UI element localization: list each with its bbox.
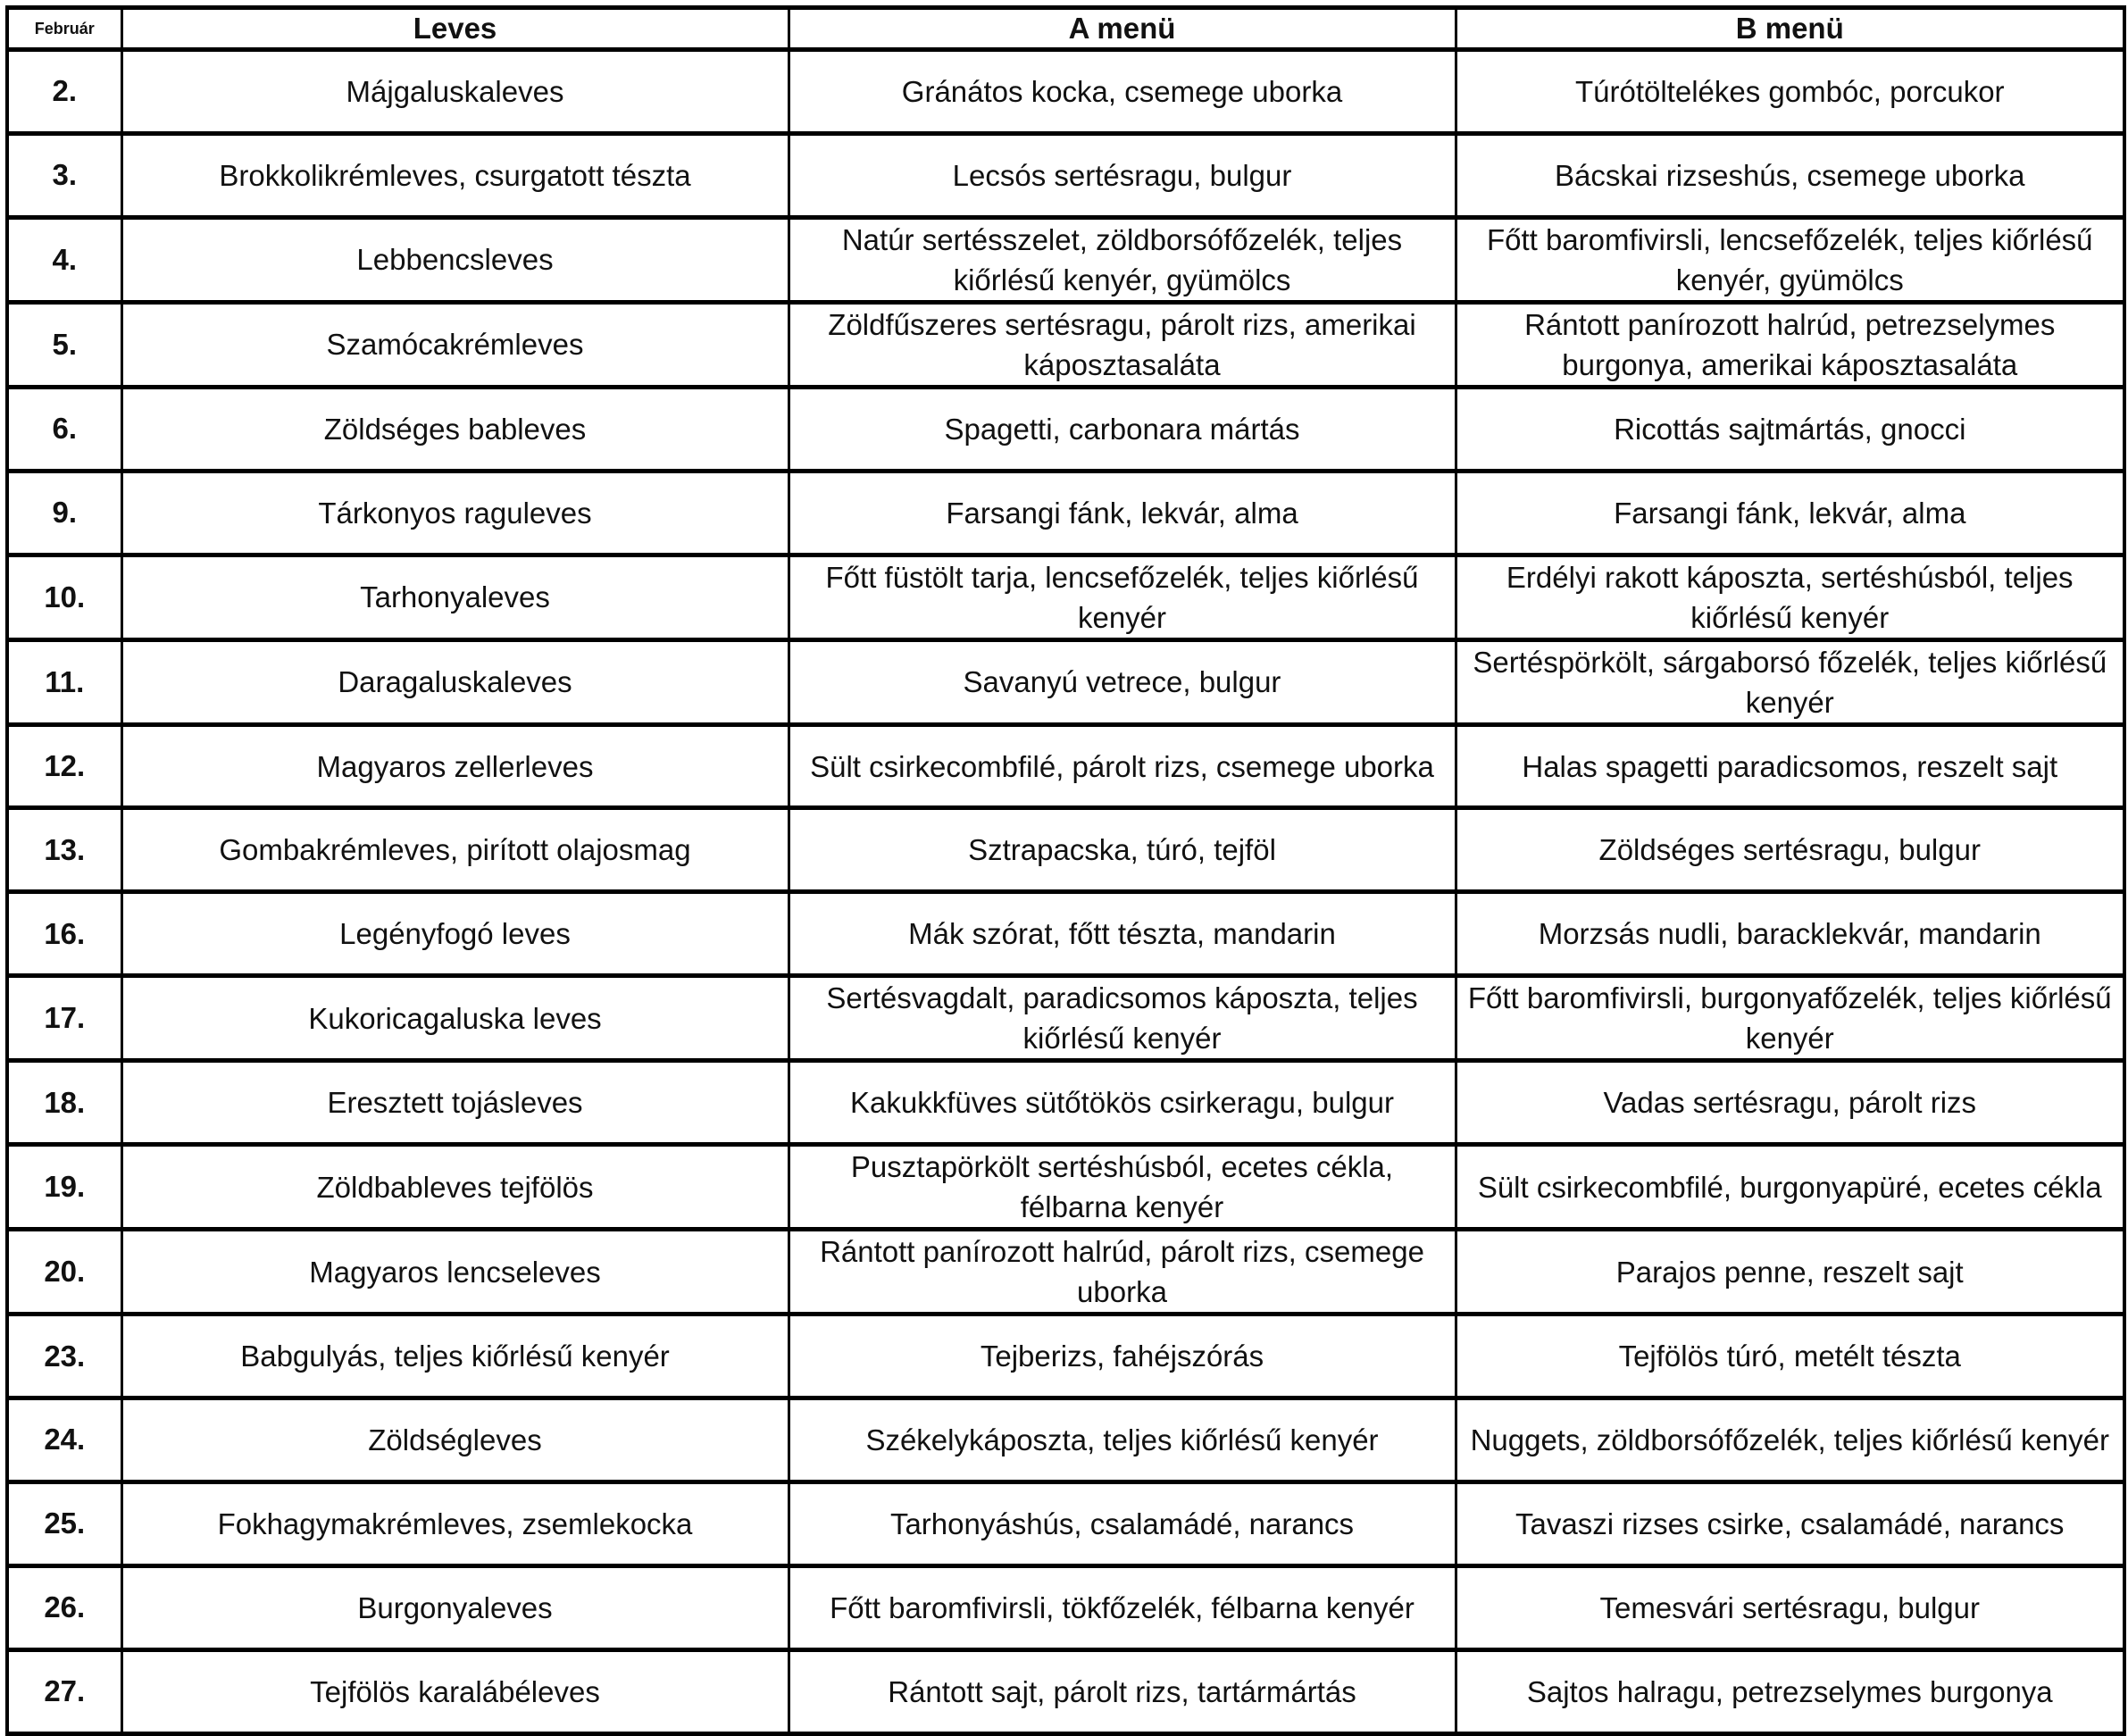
- menu-b-cell: Vadas sertésragu, párolt rizs: [1456, 1061, 2124, 1145]
- day-cell: 10.: [7, 555, 121, 639]
- day-cell: 3.: [7, 133, 121, 217]
- day-cell: 11.: [7, 639, 121, 724]
- soup-cell: Tejfölös karalábéleves: [121, 1649, 789, 1733]
- header-soup: Leves: [121, 8, 789, 50]
- menu-a-cell: Rántott sajt, párolt rizs, tartármártás: [789, 1649, 1456, 1733]
- day-cell: 20.: [7, 1230, 121, 1315]
- table-row: [7, 471, 2124, 555]
- menu-a-cell: Spagetti, carbonara mártás: [789, 387, 1456, 471]
- table-row: [7, 1481, 2124, 1565]
- menu-b-cell: Zöldséges sertésragu, bulgur: [1456, 808, 2124, 892]
- soup-cell: Tárkonyos raguleves: [121, 471, 789, 555]
- day-cell: 19.: [7, 1145, 121, 1230]
- menu-a-cell: Főtt baromfivirsli, tökfőzelék, félbarna kenyér: [789, 1565, 1456, 1649]
- soup-cell: Zöldbableves tejfölös: [121, 1145, 789, 1230]
- day-cell: 9.: [7, 471, 121, 555]
- header-menu-b: B menü: [1456, 8, 2124, 50]
- menu-b-cell: Morzsás nudli, baracklekvár, mandarin: [1456, 892, 2124, 976]
- menu-b-cell: Temesvári sertésragu, bulgur: [1456, 1565, 2124, 1649]
- menu-a-cell: Tarhonyáshús, csalamádé, narancs: [789, 1481, 1456, 1565]
- table-row: [7, 1230, 2124, 1315]
- table-row: [7, 1145, 2124, 1230]
- soup-cell: Babgulyás, teljes kiőrlésű kenyér: [121, 1315, 789, 1398]
- header-row: [7, 8, 2124, 50]
- menu-b-cell: Főtt baromfivirsli, lencsefőzelék, teljes kiőrlésű kenyér, gyümölcs: [1456, 217, 2124, 302]
- table-row: [7, 639, 2124, 724]
- menu-a-cell: Zöldfűszeres sertésragu, párolt rizs, amerikai káposztasaláta: [789, 302, 1456, 387]
- menu-a-cell: Kakukkfüves sütőtökös csirkeragu, bulgur: [789, 1061, 1456, 1145]
- soup-cell: Brokkolikrémleves, csurgatott tészta: [121, 133, 789, 217]
- soup-cell: Zöldségleves: [121, 1398, 789, 1482]
- menu-a-cell: Székelykáposzta, teljes kiőrlésű kenyér: [789, 1398, 1456, 1482]
- day-cell: 13.: [7, 808, 121, 892]
- menu-b-cell: Tavaszi rizses csirke, csalamádé, narancs: [1456, 1481, 2124, 1565]
- table-row: [7, 1565, 2124, 1649]
- table-row: [7, 50, 2124, 134]
- soup-cell: Magyaros lencseleves: [121, 1230, 789, 1315]
- menu-b-cell: Főtt baromfivirsli, burgonyafőzelék, teljes kiőrlésű kenyér: [1456, 976, 2124, 1061]
- soup-cell: Tarhonyaleves: [121, 555, 789, 639]
- day-cell: 26.: [7, 1565, 121, 1649]
- soup-cell: Daragaluskaleves: [121, 639, 789, 724]
- menu-a-cell: Gránátos kocka, csemege uborka: [789, 50, 1456, 134]
- soup-cell: Májgaluskaleves: [121, 50, 789, 134]
- table-row: [7, 1398, 2124, 1482]
- day-cell: 17.: [7, 976, 121, 1061]
- menu-a-cell: Pusztapörkölt sertéshúsból, ecetes cékla, félbarna kenyér: [789, 1145, 1456, 1230]
- menu-b-cell: Sült csirkecombfilé, burgonyapüré, ecetes cékla: [1456, 1145, 2124, 1230]
- day-cell: 23.: [7, 1315, 121, 1398]
- menu-b-cell: Nuggets, zöldborsófőzelék, teljes kiőrlésű kenyér: [1456, 1398, 2124, 1482]
- day-cell: 16.: [7, 892, 121, 976]
- soup-cell: Kukoricagaluska leves: [121, 976, 789, 1061]
- menu-a-cell: Natúr sertésszelet, zöldborsófőzelék, teljes kiőrlésű kenyér, gyümölcs: [789, 217, 1456, 302]
- header-month: Február: [7, 8, 121, 50]
- soup-cell: Burgonyaleves: [121, 1565, 789, 1649]
- menu-a-cell: Sztrapacska, túró, tejföl: [789, 808, 1456, 892]
- header-menu-a: A menü: [789, 8, 1456, 50]
- menu-a-cell: Mák szórat, főtt tészta, mandarin: [789, 892, 1456, 976]
- table-row: [7, 555, 2124, 639]
- soup-cell: Lebbencsleves: [121, 217, 789, 302]
- table-row: [7, 976, 2124, 1061]
- menu-a-cell: Savanyú vetrece, bulgur: [789, 639, 1456, 724]
- day-cell: 4.: [7, 217, 121, 302]
- menu-a-cell: Rántott panírozott halrúd, párolt rizs, csemege uborka: [789, 1230, 1456, 1315]
- soup-cell: Fokhagymakrémleves, zsemlekocka: [121, 1481, 789, 1565]
- day-cell: 6.: [7, 387, 121, 471]
- menu-b-cell: Ricottás sajtmártás, gnocci: [1456, 387, 2124, 471]
- table-row: [7, 892, 2124, 976]
- day-cell: 5.: [7, 302, 121, 387]
- table-row: [7, 724, 2124, 808]
- menu-a-cell: Tejberizs, fahéjszórás: [789, 1315, 1456, 1398]
- table-row: [7, 133, 2124, 217]
- day-cell: 18.: [7, 1061, 121, 1145]
- day-cell: 27.: [7, 1649, 121, 1733]
- table-row: [7, 808, 2124, 892]
- table-row: [7, 302, 2124, 387]
- day-cell: 12.: [7, 724, 121, 808]
- day-cell: 24.: [7, 1398, 121, 1482]
- menu-a-cell: Lecsós sertésragu, bulgur: [789, 133, 1456, 217]
- table-row: [7, 387, 2124, 471]
- day-cell: 25.: [7, 1481, 121, 1565]
- soup-cell: Gombakrémleves, pirított olajosmag: [121, 808, 789, 892]
- soup-cell: Zöldséges bableves: [121, 387, 789, 471]
- menu-b-cell: Erdélyi rakott káposzta, sertéshúsból, teljes kiőrlésű kenyér: [1456, 555, 2124, 639]
- menu-b-cell: Tejfölös túró, metélt tészta: [1456, 1315, 2124, 1398]
- soup-cell: Magyaros zellerleves: [121, 724, 789, 808]
- menu-a-cell: Sertésvagdalt, paradicsomos káposzta, teljes kiőrlésű kenyér: [789, 976, 1456, 1061]
- menu-b-cell: Parajos penne, reszelt sajt: [1456, 1230, 2124, 1315]
- table-row: [7, 217, 2124, 302]
- menu-b-cell: Sajtos halragu, petrezselymes burgonya: [1456, 1649, 2124, 1733]
- menu-a-cell: Sült csirkecombfilé, párolt rizs, csemege uborka: [789, 724, 1456, 808]
- table-row: [7, 1061, 2124, 1145]
- menu-b-cell: Sertéspörkölt, sárgaborsó főzelék, teljes kiőrlésű kenyér: [1456, 639, 2124, 724]
- table-row: [7, 1649, 2124, 1733]
- soup-cell: Eresztett tojásleves: [121, 1061, 789, 1145]
- menu-table: [5, 5, 2126, 1736]
- menu-a-cell: Főtt füstölt tarja, lencsefőzelék, teljes kiőrlésű kenyér: [789, 555, 1456, 639]
- soup-cell: Legényfogó leves: [121, 892, 789, 976]
- menu-b-cell: Rántott panírozott halrúd, petrezselymes burgonya, amerikai káposztasaláta: [1456, 302, 2124, 387]
- menu-b-cell: Bácskai rizseshús, csemege uborka: [1456, 133, 2124, 217]
- day-cell: 2.: [7, 50, 121, 134]
- table-row: [7, 1315, 2124, 1398]
- soup-cell: Szamócakrémleves: [121, 302, 789, 387]
- menu-b-cell: Farsangi fánk, lekvár, alma: [1456, 471, 2124, 555]
- menu-a-cell: Farsangi fánk, lekvár, alma: [789, 471, 1456, 555]
- menu-b-cell: Halas spagetti paradicsomos, reszelt sajt: [1456, 724, 2124, 808]
- menu-b-cell: Túrótöltelékes gombóc, porcukor: [1456, 50, 2124, 134]
